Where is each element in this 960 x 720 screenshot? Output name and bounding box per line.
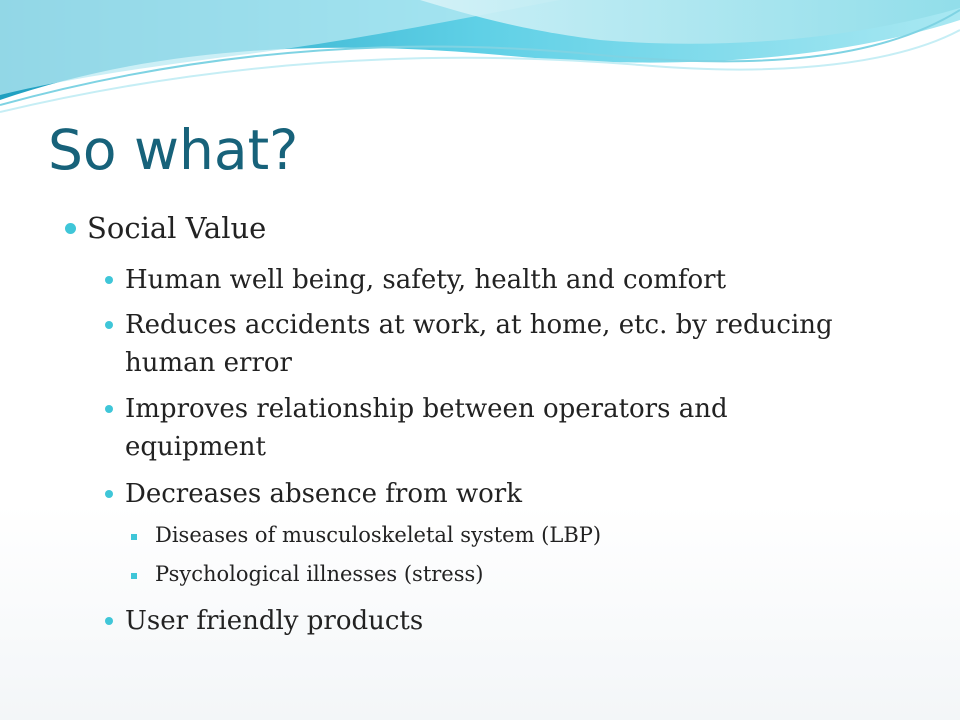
point-text: Decreases absence from work: [125, 479, 522, 509]
bullet-square-icon: [131, 573, 137, 579]
point-text-continuation: equipment: [125, 432, 266, 462]
point-text: Human well being, safety, health and comfort: [125, 265, 727, 295]
subpoint-text: Psychological illnesses (stress): [155, 562, 484, 586]
bullet-dot-icon: [105, 617, 113, 625]
point-text-continuation: human error: [125, 348, 292, 378]
slide-title: So what?: [48, 118, 299, 182]
bullet-dot-icon: [65, 223, 76, 234]
bullet-dot-icon: [105, 276, 113, 284]
subpoint-text: Diseases of musculoskeletal system (LBP): [155, 523, 602, 547]
bullet-dot-icon: [105, 405, 113, 413]
bullet-dot-icon: [105, 490, 113, 498]
point-text: User friendly products: [125, 606, 424, 636]
section-label: Social Value: [87, 211, 267, 245]
point-text: Reduces accidents at work, at home, etc. by reducing: [125, 310, 833, 340]
bullet-dot-icon: [105, 321, 113, 329]
point-text: Improves relationship between operators and: [125, 394, 728, 424]
bullet-square-icon: [131, 534, 137, 540]
